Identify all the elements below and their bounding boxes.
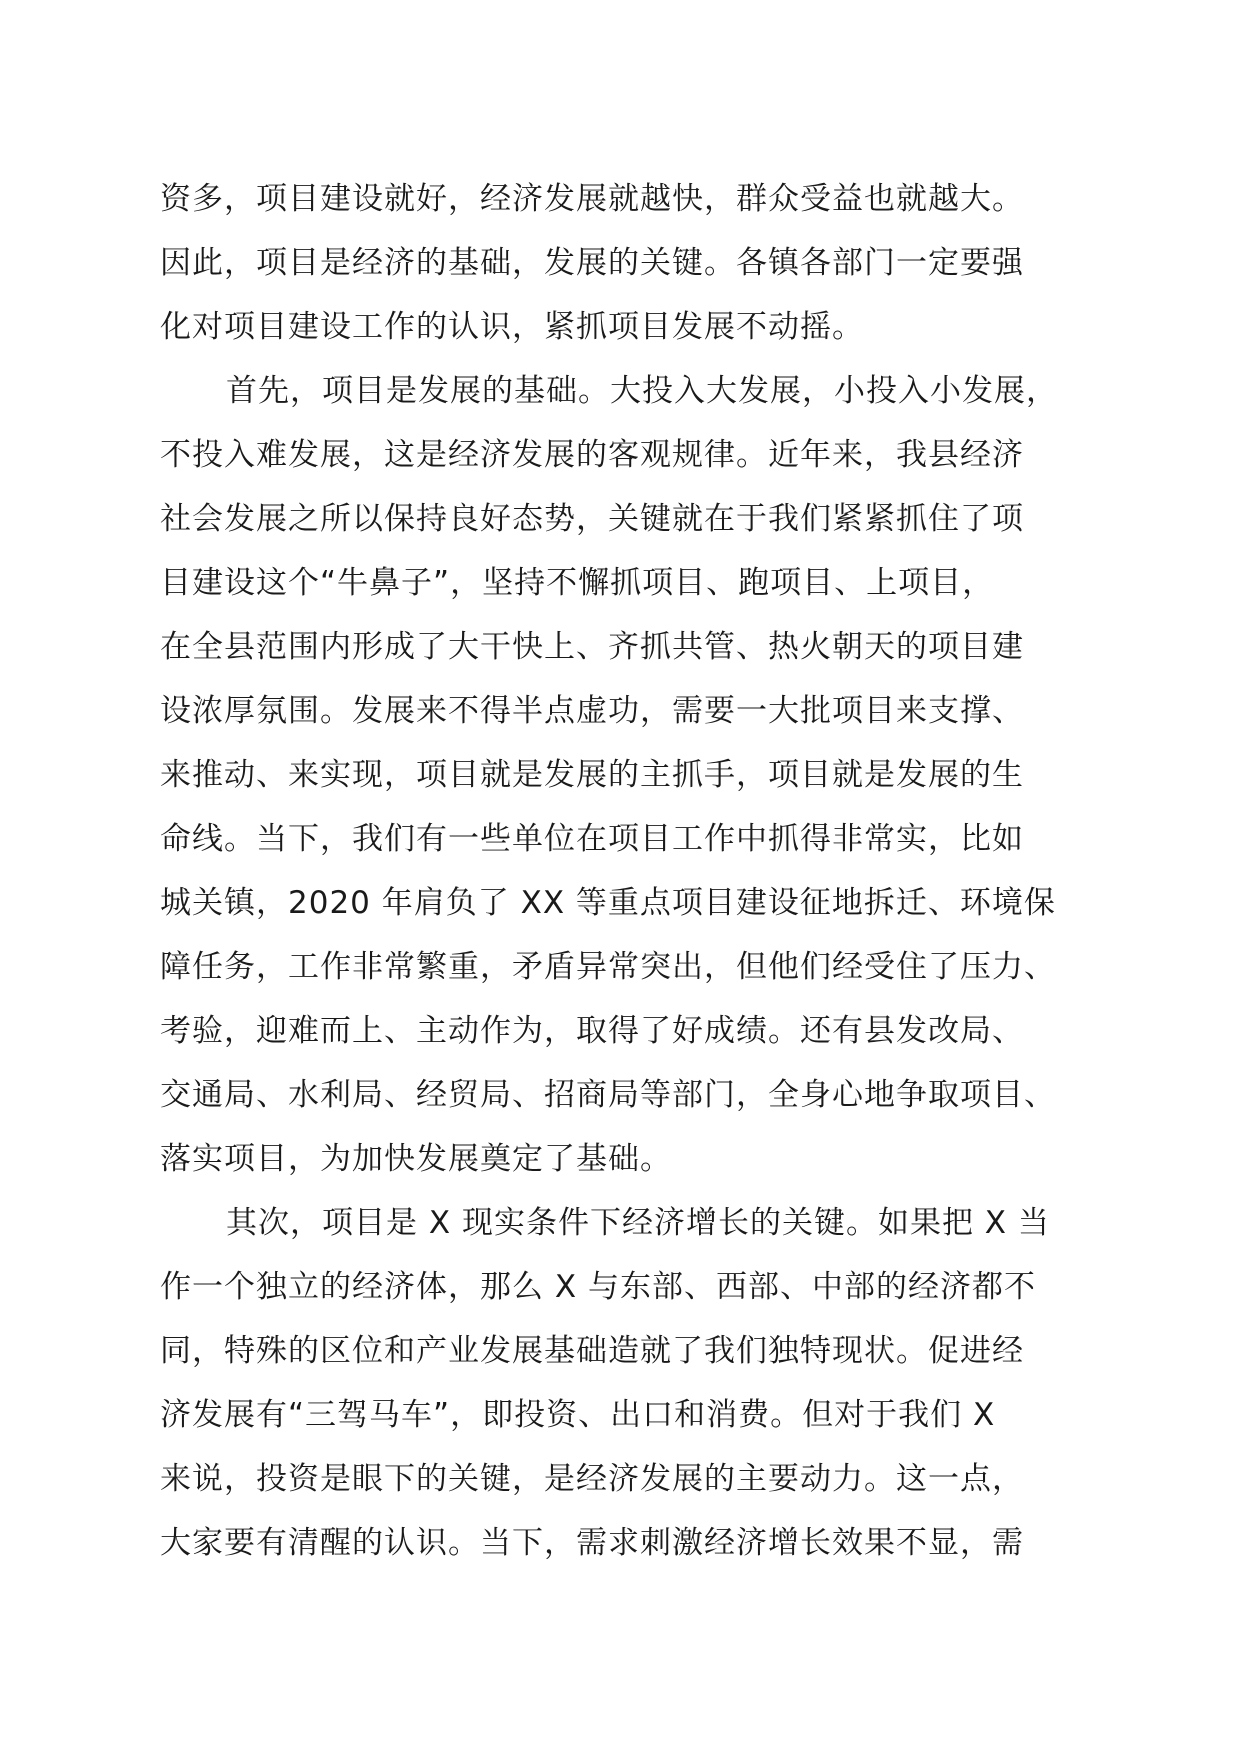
text-line: 作一个独立的经济体，那么 X 与东部、西部、中部的经济都不 bbox=[160, 1269, 1036, 1305]
text-line: 因此，项目是经济的基础，发展的关键。各镇各部门一定要强 bbox=[160, 245, 1024, 281]
text-line: 落实项目，为加快发展奠定了基础。 bbox=[160, 1141, 672, 1177]
text-line: 交通局、水利局、经贸局、招商局等部门，全身心地争取项目、 bbox=[160, 1077, 1056, 1113]
text-line: 化对项目建设工作的认识，紧抓项目发展不动摇。 bbox=[160, 309, 864, 345]
text-line: 社会发展之所以保持良好态势，关键就在于我们紧紧抓住了项 bbox=[160, 501, 1024, 537]
text-line: 在全县范围内形成了大干快上、齐抓共管、热火朝天的项目建 bbox=[160, 629, 1024, 665]
text-line: 目建设这个“牛鼻子”，坚持不懈抓项目、跑项目、上项目， bbox=[160, 565, 995, 601]
text-line: 济发展有“三驾马车”，即投资、出口和消费。但对于我们 X bbox=[160, 1397, 996, 1433]
text-line: 不投入难发展，这是经济发展的客观规律。近年来，我县经济 bbox=[160, 437, 1024, 473]
text-line: 同，特殊的区位和产业发展基础造就了我们独特现状。促进经 bbox=[160, 1333, 1024, 1369]
paragraph-first-line: 其次，项目是 X 现实条件下经济增长的关键。如果把 X 当 bbox=[226, 1205, 1050, 1241]
text-line: 考验，迎难而上、主动作为，取得了好成绩。还有县发改局、 bbox=[160, 1013, 1024, 1049]
text-line: 命线。当下，我们有一些单位在项目工作中抓得非常实，比如 bbox=[160, 821, 1024, 857]
text-line: 城关镇，2020 年肩负了 XX 等重点项目建设征地拆迁、环境保 bbox=[160, 885, 1056, 921]
text-line: 障任务，工作非常繁重，矛盾异常突出，但他们经受住了压力、 bbox=[160, 949, 1056, 985]
text-line: 大家要有清醒的认识。当下，需求刺激经济增长效果不显，需 bbox=[160, 1525, 1024, 1561]
text-line: 来说，投资是眼下的关键，是经济发展的主要动力。这一点， bbox=[160, 1461, 1024, 1497]
text-line: 设浓厚氛围。发展来不得半点虚功，需要一大批项目来支撑、 bbox=[160, 693, 1024, 729]
text-line: 来推动、来实现，项目就是发展的主抓手，项目就是发展的生 bbox=[160, 757, 1024, 793]
paragraph-first-line: 首先，项目是发展的基础。大投入大发展，小投入小发展， bbox=[226, 373, 1058, 409]
text-line: 资多，项目建设就好，经济发展就越快，群众受益也就越大。 bbox=[160, 181, 1024, 217]
